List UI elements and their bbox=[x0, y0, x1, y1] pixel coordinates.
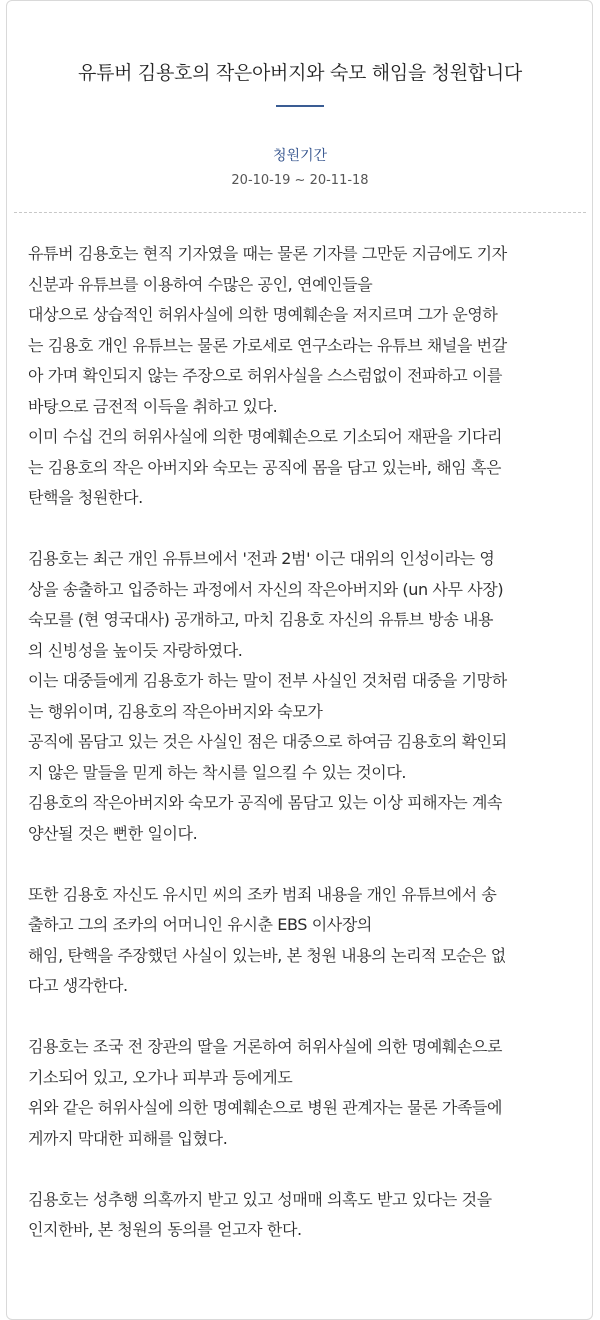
petition-period-label: 청원기간 bbox=[272, 148, 328, 164]
paragraph-4 bbox=[28, 1032, 576, 1154]
text-line: 김용호의 작은아버지와 숙모가 공직에 몸담고 있는 이상 피해자는 계속 bbox=[28, 793, 503, 812]
text-line: 김용호는 최근 개인 유튜브에서 '전과 2범' 이근 대위의 인성이라는 영 bbox=[28, 549, 495, 568]
text-line: 인지한바, 본 청원의 동의를 얻고자 한다. bbox=[28, 1220, 302, 1239]
text-line: 해임, 탄핵을 주장했던 사실이 있는바, 본 청원 내용의 논리적 모순은 없 bbox=[28, 945, 506, 965]
text-line: 상을 송출하고 입증하는 과정에서 자신의 작은아버지와 (un 사무 사장) bbox=[28, 579, 504, 599]
text-line: 김용호는 조국 전 장관의 딸을 거론하여 허위사실에 의한 명예훼손으로 bbox=[28, 1037, 503, 1056]
paragraph-5 bbox=[28, 1185, 576, 1246]
petition-title: 유튜버 김용호의 작은아버지와 숙모 해임을 청원합니다 bbox=[78, 62, 522, 84]
text-line: 는 행위이며, 김용호의 작은아버지와 숙모가 bbox=[28, 701, 323, 721]
text-line: 신분과 유튜브를 이용하여 수많은 공인, 연예인들을 bbox=[28, 274, 373, 294]
text-line: 공직에 몸담고 있는 것은 사실인 점은 대중으로 하여금 김용호의 확인되 bbox=[28, 732, 507, 751]
title-underline bbox=[276, 105, 324, 107]
petition-period-value: 20-10-19 ~ 20-11-18 bbox=[231, 173, 369, 188]
text-line: 는 김용호 개인 유튜브는 물론 가로세로 연구소라는 유튜브 채널을 번갈 bbox=[28, 335, 507, 355]
text-line: 지 않은 말들을 믿게 하는 착시를 일으킬 수 있는 것이다. bbox=[28, 762, 407, 782]
text-line: 대상으로 상습적인 허위사실에 의한 명예훼손을 저지르며 그가 운영하 bbox=[28, 305, 498, 324]
text-line: 숙모를 (현 영국대사) 공개하고, 마치 김용호 자신의 유튜브 방송 내용 bbox=[28, 610, 494, 629]
text-line: 위와 같은 허위사실에 의한 명예훼손으로 병원 관계자는 물론 가족들에 bbox=[28, 1098, 503, 1117]
text-line: 탄핵을 청원한다. bbox=[28, 488, 143, 507]
text-line: 이미 수십 건의 허위사실에 의한 명예훼손으로 기소되어 재판을 기다리 bbox=[28, 427, 503, 446]
text-line: 출하고 그의 조카의 어머니인 유시춘 EBS 이사장의 bbox=[28, 915, 372, 934]
paragraph-2 bbox=[28, 544, 576, 849]
paragraph-gap bbox=[28, 1154, 576, 1185]
paragraph-gap bbox=[28, 849, 576, 880]
text-line: 의 신빙성을 높이듯 자랑하였다. bbox=[28, 640, 243, 660]
paragraph-gap bbox=[28, 1002, 576, 1033]
text-line: 기소되어 있고, 오가나 피부과 등에게도 bbox=[28, 1067, 293, 1087]
text-line: 아 가며 확인되지 않는 주장으로 허위사실을 스스럼없이 전파하고 이를 bbox=[28, 366, 503, 385]
content-divider bbox=[14, 212, 586, 213]
paragraph-3 bbox=[28, 880, 576, 1002]
text-line: 유튜버 김용호는 현직 기자였을 때는 물론 기자를 그만둔 지금에도 기자 bbox=[28, 244, 507, 263]
text-line: 는 김용호의 작은 아버지와 숙모는 공직에 몸을 담고 있는바, 해임 혹은 bbox=[28, 457, 502, 477]
text-line: 게까지 막대한 피해를 입혔다. bbox=[28, 1128, 228, 1148]
paragraph-1 bbox=[28, 239, 576, 514]
text-line: 양산될 것은 뻔한 일이다. bbox=[28, 823, 198, 843]
petition-content bbox=[28, 239, 576, 1246]
text-line: 이는 대중들에게 김용호가 하는 말이 전부 사실인 것처럼 대중을 기망하 bbox=[28, 671, 507, 690]
text-line: 또한 김용호 자신도 유시민 씨의 조카 범죄 내용을 개인 유튜브에서 송 bbox=[28, 884, 497, 904]
paragraph-gap bbox=[28, 514, 576, 545]
text-line: 김용호는 성추행 의혹까지 받고 있고 성매매 의혹도 받고 있다는 것을 bbox=[28, 1189, 492, 1209]
text-line: 다고 생각한다. bbox=[28, 976, 128, 995]
text-line: 바탕으로 금전적 이득을 취하고 있다. bbox=[28, 396, 278, 416]
